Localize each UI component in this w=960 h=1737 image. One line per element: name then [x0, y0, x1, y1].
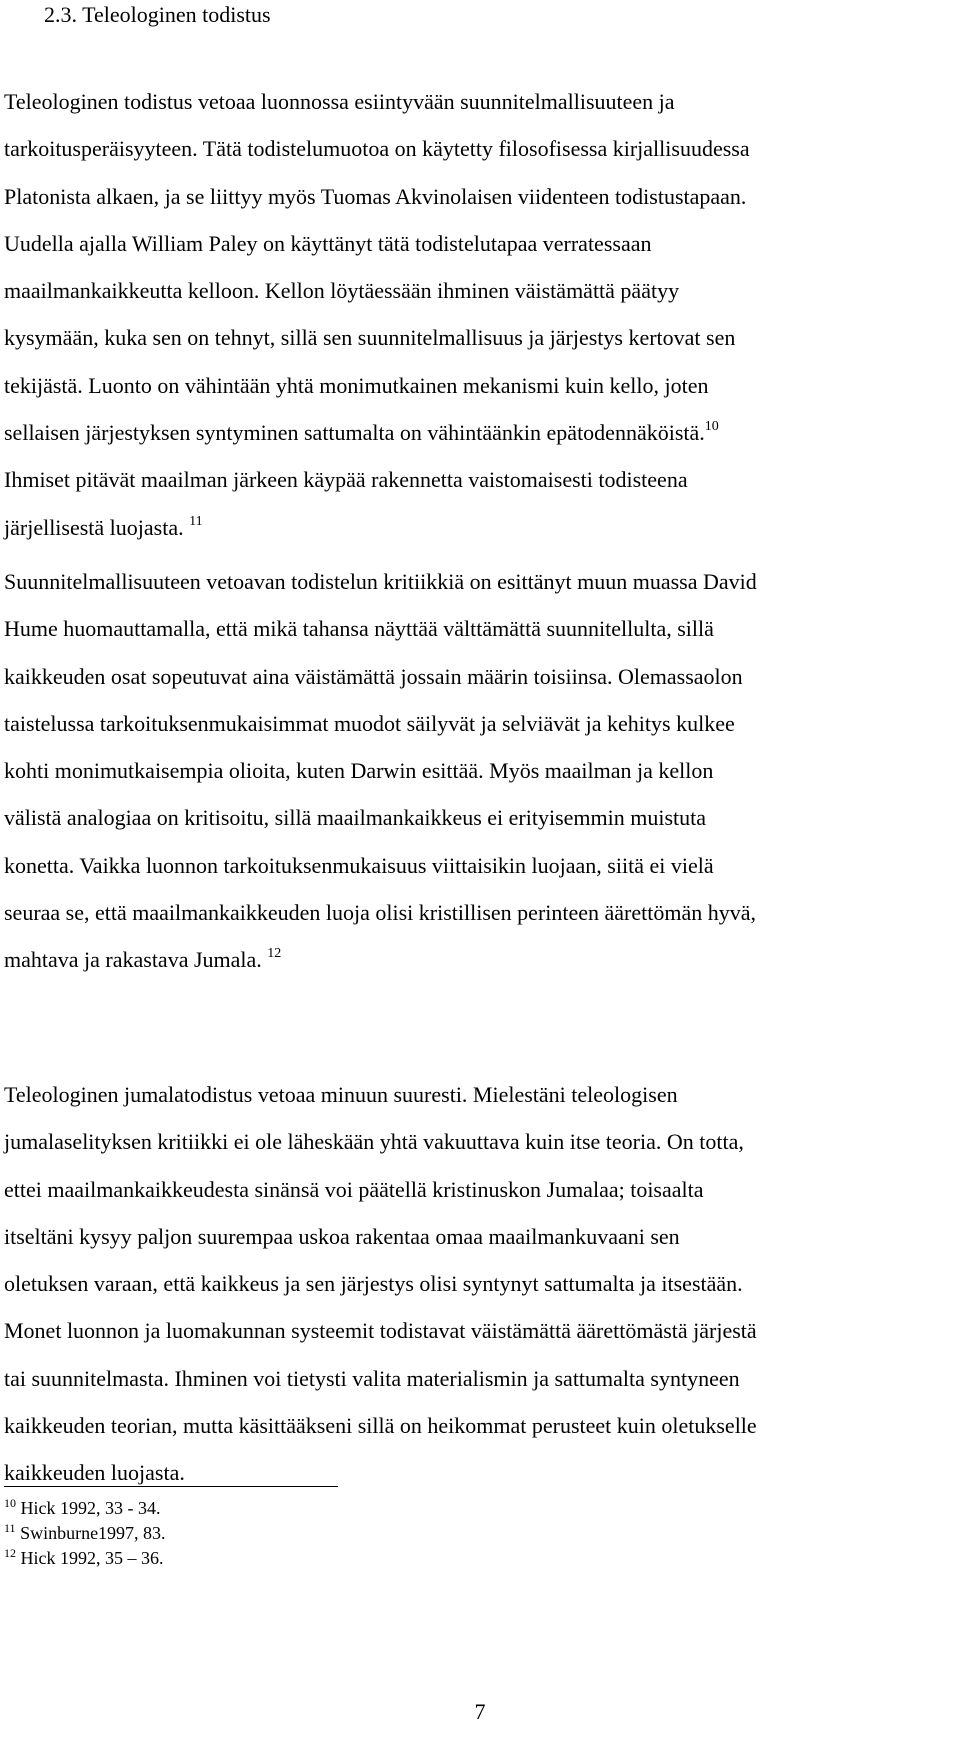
line-text: mahtava ja rakastava Jumala.	[4, 947, 268, 973]
text-line: ettei maailmankaikkeudesta sinänsä voi päätellä kristinuskon Jumalaa; toisaalta	[4, 1176, 704, 1202]
text-line: tai suunnitelmasta. Ihminen voi tietysti valita materialismin ja sattumalta syntyneen	[4, 1365, 740, 1391]
footnote-text: Swinburne1997, 83.	[15, 1523, 166, 1543]
text-line: Monet luonnon ja luomakunnan systeemit todistavat väistämättä äärettömästä järjestä	[4, 1318, 757, 1344]
text-line: kaikkeuden luojasta.	[4, 1460, 185, 1486]
footnote-number: 12	[4, 1546, 16, 1560]
text-line: oletuksen varaan, että kaikkeus ja sen järjestys olisi syntynyt sattumalta ja itsestään.	[4, 1271, 743, 1297]
footnote-text: Hick 1992, 33 - 34.	[16, 1498, 161, 1518]
text-line: itseltäni kysyy paljon suurempaa uskoa rakentaa omaa maailmankuvaani sen	[4, 1223, 680, 1249]
text-line: kaikkeuden teorian, mutta käsittääkseni sillä on heikommat perusteet kuin oletukselle	[4, 1413, 757, 1439]
text-line	[4, 504, 954, 551]
text-line: Teleologinen jumalatodistus vetoaa minuun suuresti. Mielestäni teleologisen	[4, 1082, 678, 1107]
footnote-item	[4, 1496, 166, 1521]
text-line: Platonista alkaen, ja se liittyy myös Tuomas Akvinolaisen viidenteen todistustapaan.	[4, 183, 747, 209]
text-line: kysymään, kuka sen on tehnyt, sillä sen suunnitelmallisuus ja järjestys kertovat sen	[4, 325, 736, 351]
text-line: kohti monimutkaisempia olioita, kuten Darwin esittää. Myös maailman ja kellon	[4, 758, 714, 784]
paragraph-teleological-argument	[4, 78, 954, 551]
footnote-text: Hick 1992, 35 – 36.	[16, 1548, 164, 1568]
footnote-reference[interactable]: 12	[267, 946, 282, 962]
footnote-number: 10	[4, 1496, 16, 1510]
footnotes	[4, 1496, 166, 1571]
text-line: Suunnitelmallisuuteen vetoavan todistelun kritiikkiä on esittänyt muun muassa David	[4, 569, 757, 594]
text-line: tekijästä. Luonto on vähintään yhtä monimutkainen mekanismi kuin kello, joten	[4, 372, 709, 398]
text-line: Hume huomauttamalla, että mikä tahansa näyttää välttämättä suunnitellulta, sillä	[4, 616, 714, 642]
footnote-number: 11	[4, 1521, 16, 1535]
section-heading: 2.3. Teleologinen todistus	[44, 2, 271, 27]
text-line: välistä analogiaa on kritisoitu, sillä maailmankaikkeus ei erityisemmin muistuta	[4, 805, 707, 831]
footnote-divider	[4, 1486, 338, 1487]
text-line: Uudella ajalla William Paley on käyttänyt tätä todistelutapaa verratessaan	[4, 230, 652, 256]
footnote-item	[4, 1521, 166, 1546]
paragraph-personal-view	[4, 1071, 954, 1497]
text-line	[4, 409, 954, 456]
text-line: konetta. Vaikka luonnon tarkoituksenmukaisuus viittaisikin luojaan, siitä ei vielä	[4, 852, 714, 878]
page-number: 7	[474, 1699, 486, 1724]
footnote-reference[interactable]: 11	[189, 513, 203, 529]
line-text: järjellisestä luojasta.	[4, 514, 190, 540]
text-line: tarkoitusperäisyyteen. Tätä todistelumuotoa on käytetty filosofisessa kirjallisuudessa	[4, 136, 750, 162]
paragraph-critique	[4, 558, 954, 984]
text-line: maailmankaikkeutta kelloon. Kellon löytäessään ihminen väistämättä päätyy	[4, 278, 680, 304]
text-line: kaikkeuden osat sopeutuvat aina väistämättä jossain määrin toisiinsa. Olemassaolon	[4, 663, 743, 689]
text-line: jumalaselityksen kritiikki ei ole läheskään yhtä vakuuttava kuin itse teoria. On totta,	[4, 1129, 744, 1155]
text-line: taistelussa tarkoituksenmukaisimmat muodot säilyvät ja selviävät ja kehitys kulkee	[4, 710, 735, 736]
footnote-reference[interactable]: 10	[704, 419, 719, 435]
text-line: Ihmiset pitävät maailman järkeen käypää rakennetta vaistomaisesti todisteena	[4, 467, 688, 493]
text-line: seuraa se, että maailmankaikkeuden luoja olisi kristillisen perinteen äärettömän hyvä,	[4, 900, 757, 926]
footnote-item	[4, 1546, 166, 1571]
text-line	[4, 936, 954, 983]
line-text: sellaisen järjestyksen syntyminen sattumalta on vähintäänkin epätodennäköistä.	[4, 420, 705, 446]
text-line: Teleologinen todistus vetoaa luonnossa esiintyvään suunnitelmallisuuteen ja	[4, 89, 675, 114]
